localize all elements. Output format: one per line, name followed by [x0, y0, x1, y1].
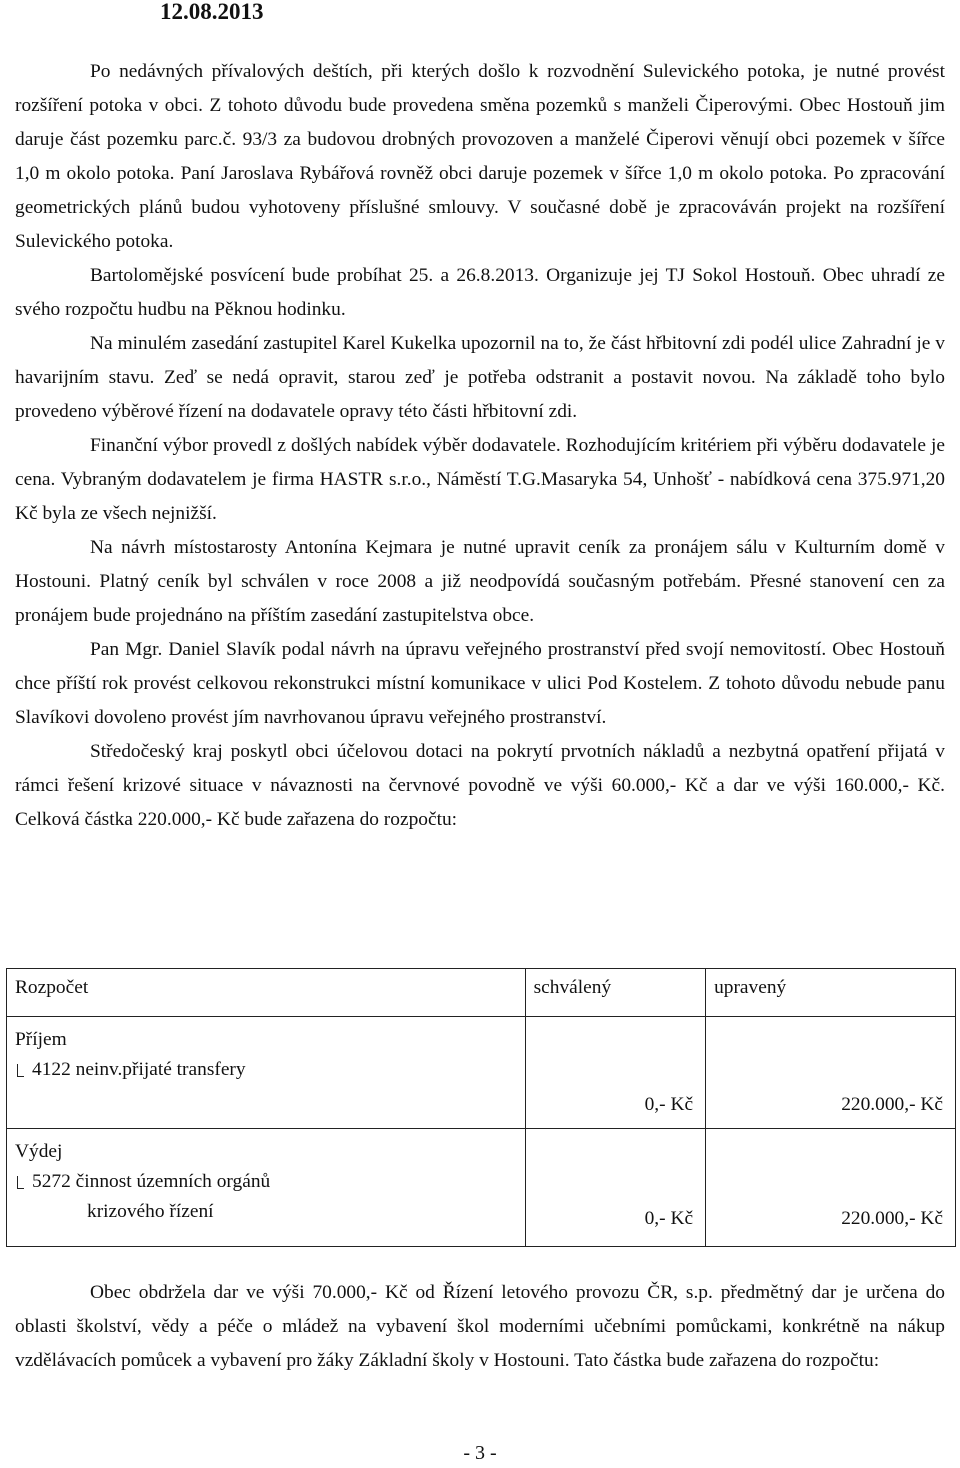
- paragraph-public-space: Pan Mgr. Daniel Slavík podal návrh na úpravu veřejného prostranství před svojí nemovitostí. Obec Hostouň chce příští rok provést celkovou rekonstrukci místní komunikace v ulici Pod Kostelem. Z tohoto důvodu nebude panu Slavíkovi dovoleno provést jím navrhovanou úpravu veřejného prostranství.: [15, 639, 945, 728]
- document-body-continued: [15, 1276, 945, 1378]
- income-title: Příjem: [15, 1029, 67, 1050]
- document-date: 12.08.2013: [160, 0, 264, 24]
- paragraph-subsidy: Středočeský kraj poskytl obci účelovou dotaci na pokrytí prvotních nákladů a nezbytná opatření přijatá v rámci řešení krizové situace v návaznosti na červnové povodně ve výši 60.000,- Kč a dar ve výši 160.000,- Kč. Celková částka 220.000,- Kč bude zařazena do rozpočtu:: [15, 741, 945, 830]
- income-item: 4122 neinv.přijaté transfery: [32, 1059, 246, 1080]
- expense-item-continued: krizového řízení: [87, 1201, 214, 1222]
- expense-label-cell: [7, 1129, 526, 1247]
- paragraph-supplier-selection: Finanční výbor provedl z došlých nabídek výběr dodavatele. Rozhodujícím kritériem při výběru dodavatele je cena. Vybraným dodavatelem je firma HASTR s.r.o., Náměstí T.G.Masaryka 54, Unhošť - nabídková cena 375.971,20 Kč byla ze všech nejnižší.: [15, 435, 945, 524]
- expense-approved-cell: [525, 1129, 705, 1247]
- expense-approved: 0,- Kč: [644, 1208, 694, 1229]
- paragraph-hall-rental: Na návrh místostarosty Antonína Kejmara je nutné upravit ceník za pronájem sálu v Kulturním domě v Hostouni. Platný ceník byl schválen v roce 2008 a již neodpovídá současným potřebám. Přesné stanovení cen za pronájem bude projednáno na příštím zasedání zastupitelstva obce.: [15, 537, 945, 626]
- document-body: [15, 55, 945, 837]
- table-row-expense: [7, 1129, 956, 1247]
- header-budget: Rozpočet: [7, 969, 526, 1017]
- table-header-row: [7, 969, 956, 1017]
- expense-item: 5272 činnost územních orgánů: [32, 1171, 271, 1192]
- header-approved: schválený: [525, 969, 705, 1017]
- table-row-income: [7, 1017, 956, 1129]
- expense-adjusted: 220.000,- Kč: [841, 1208, 943, 1229]
- paragraph-stream-widening: Po nedávných přívalových deštích, při kterých došlo k rozvodnění Sulevického potoka, je nutné provést rozšíření potoka v obci. Z tohoto důvodu bude provedena směna pozemků s manželi Čiperovými. Obec Hostouň jim daruje část pozemku parc.č. 93/3 za budovou drobných provozoven a manželé Čiperovi věnují obci pozemek v šířce 1,0 m okolo potoka. Paní Jaroslava Rybářová rovněž obci daruje pozemek v šířce 1,0 m okolo potoka. Po zpracování geometrických plánů budou vyhotoveny příslušné smlouvy. V současné době je zpracováván projekt na rozšíření Sulevického potoka.: [15, 61, 945, 252]
- income-adjusted-cell: [706, 1017, 956, 1129]
- paragraph-cemetery-wall: Na minulém zasedání zastupitel Karel Kukelka upozornil na to, že část hřbitovní zdi podél ulice Zahradní je v havarijním stavu. Zeď se nedá opravit, starou zeď je potřeba odstranit a postavit novou. Na základě toho bylo provedeno výběrové řízení na dodavatele opravy této části hřbitovní zdi.: [15, 333, 945, 422]
- income-label-cell: [7, 1017, 526, 1129]
- paragraph-bartholomew-feast: Bartolomějské posvícení bude probíhat 25. a 26.8.2013. Organizuje jej TJ Sokol Hostouň. Obec uhradí ze svého rozpočtu hudbu na Pěknou hodinku.: [15, 265, 945, 320]
- income-approved-cell: [525, 1017, 705, 1129]
- income-adjusted: 220.000,- Kč: [841, 1094, 943, 1115]
- income-approved: 0,- Kč: [644, 1094, 694, 1115]
- paragraph-aviation-gift: Obec obdržela dar ve výši 70.000,- Kč od Řízení letového provozu ČR, s.p. předmětný dar je určena do oblasti školství, vědy a péče o mládež na vybavení škol moderními učebními pomůckami, konkrétně na nákup vzdělávacích pomůcek a vybavení pro žáky Základní školy v Hostouni. Tato částka bude zařazena do rozpočtu:: [15, 1282, 945, 1371]
- budget-table: [6, 968, 956, 1247]
- expense-adjusted-cell: [706, 1129, 956, 1247]
- header-adjusted: upravený: [706, 969, 956, 1017]
- page-number: - 3 -: [463, 1442, 497, 1464]
- expense-title: Výdej: [15, 1141, 63, 1162]
